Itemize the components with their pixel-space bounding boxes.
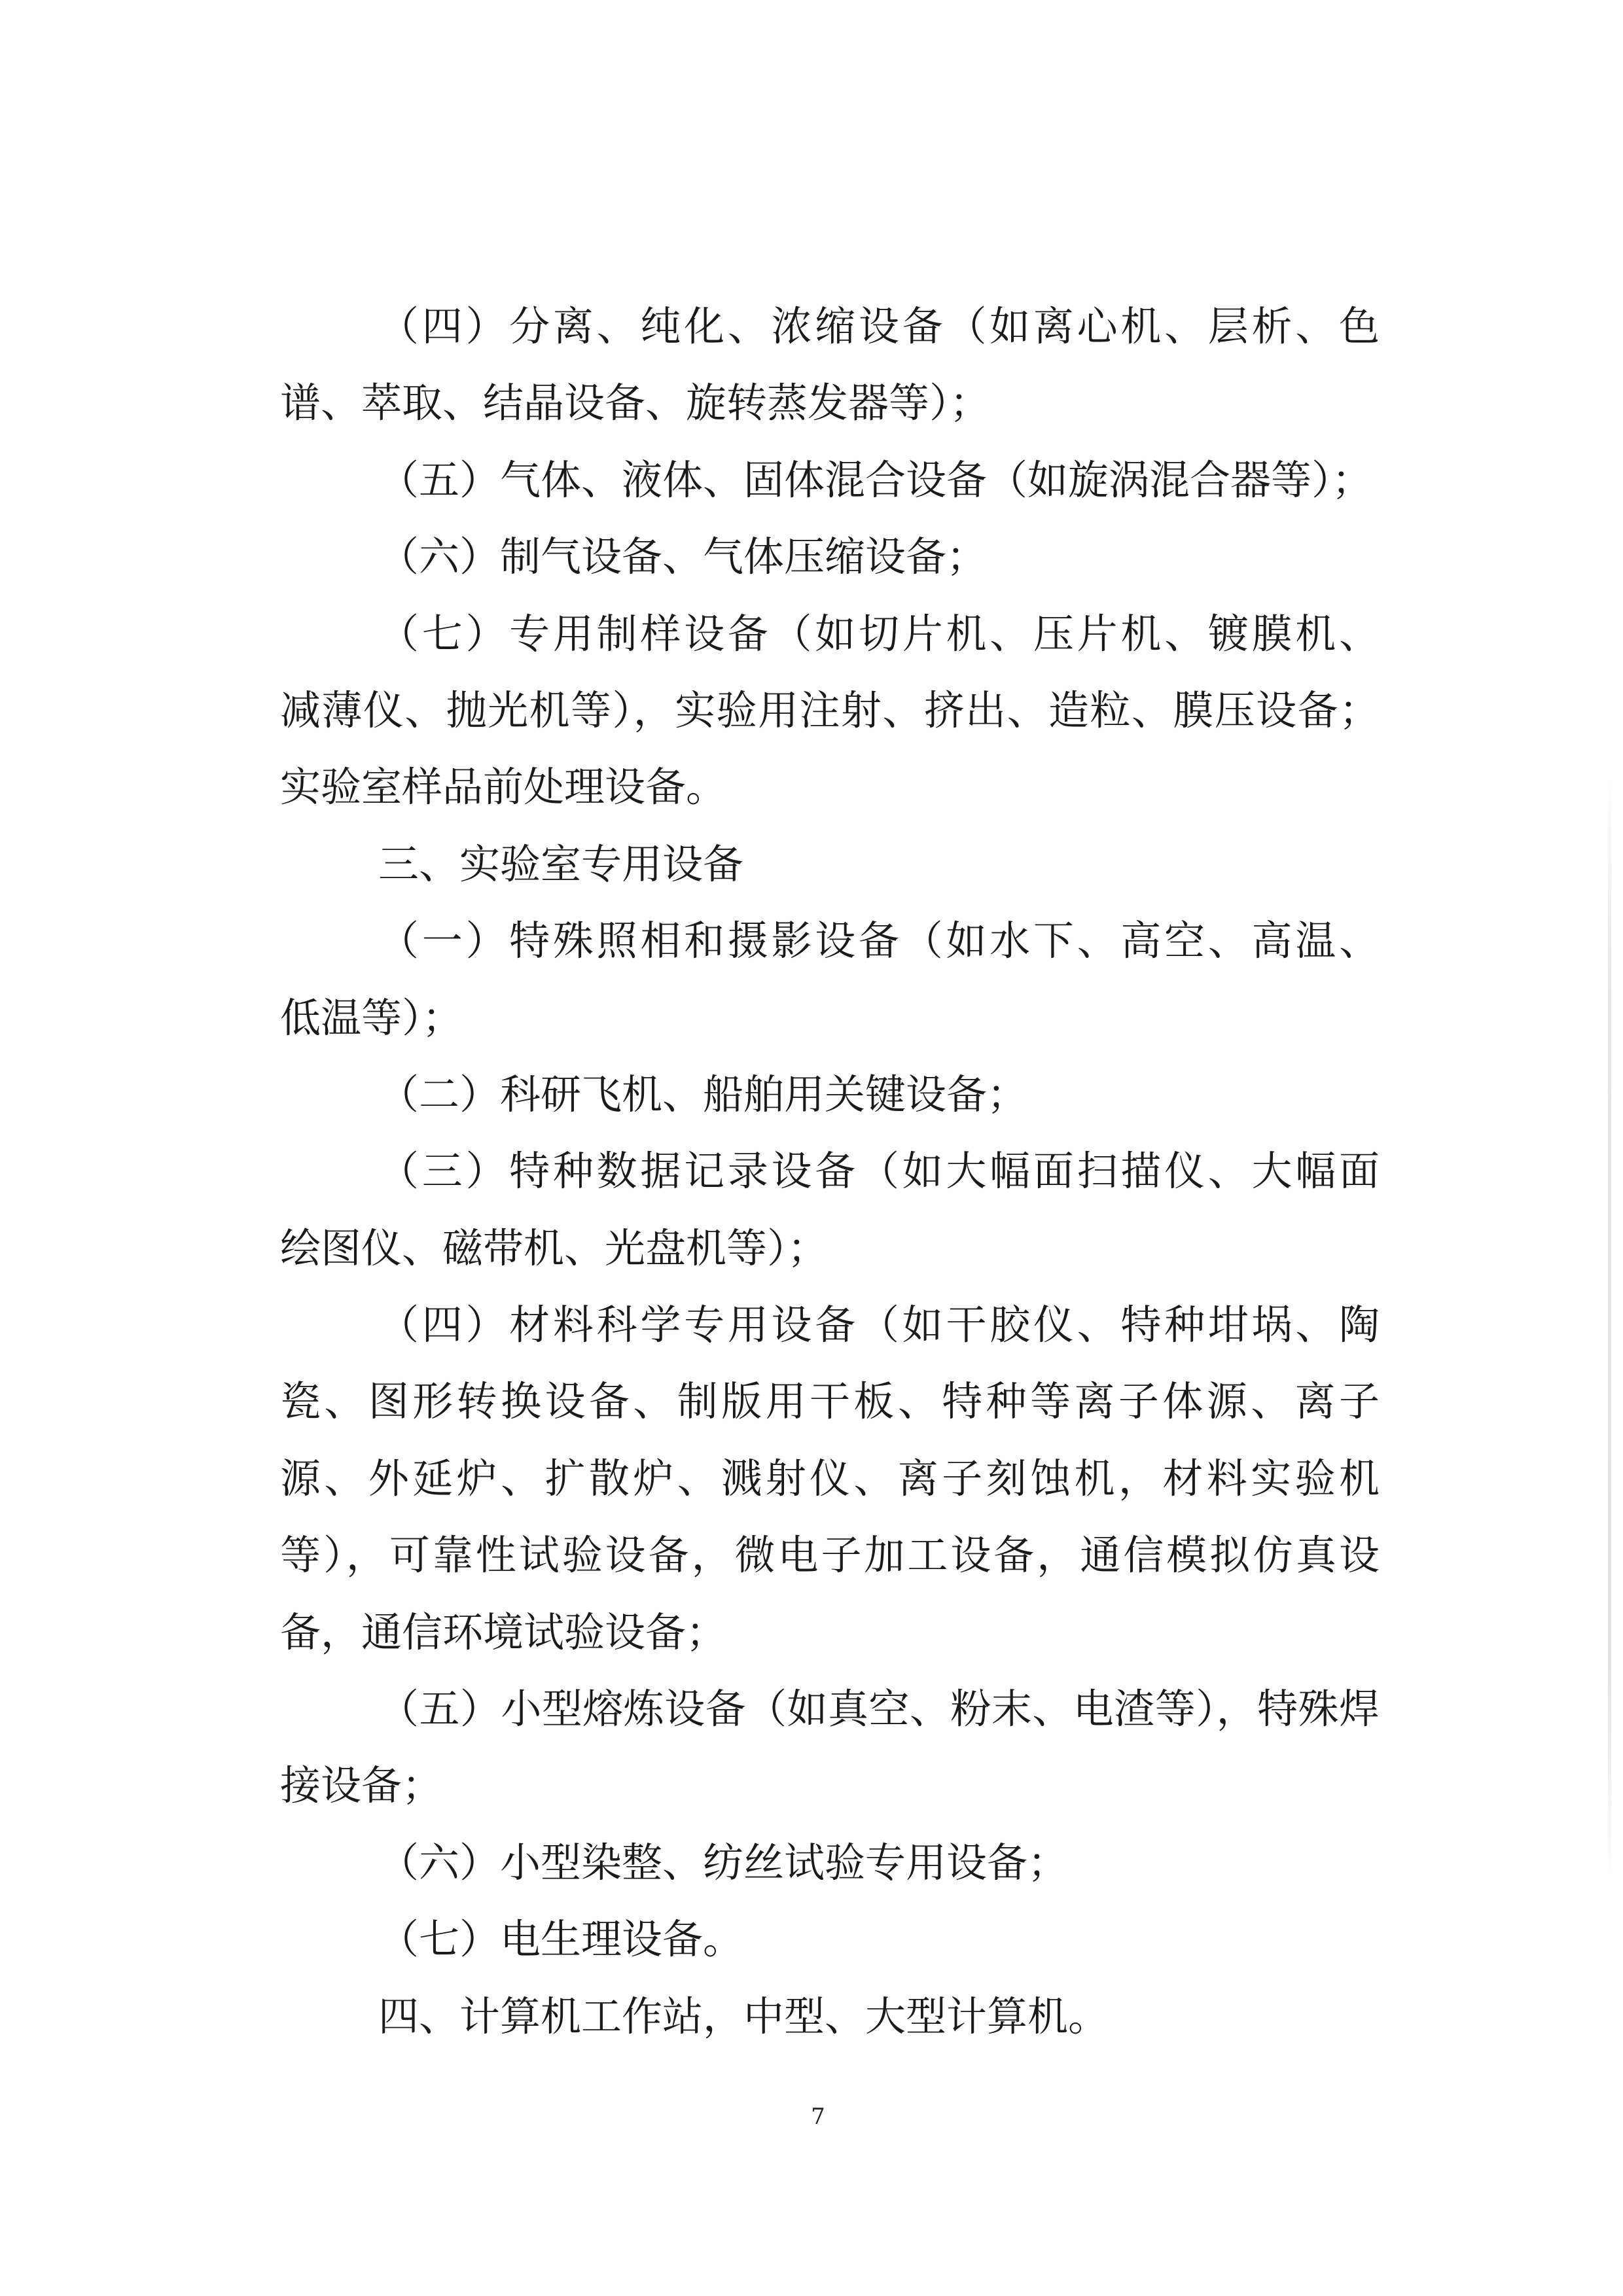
line-text: （六）小型染整、纺丝试验专用设备； xyxy=(378,1838,1069,1886)
line-text: （七）电生理设备。 xyxy=(378,1915,744,1964)
line-text: 低温等）； xyxy=(280,993,463,1042)
line-text: （四）分离、纯化、浓缩设备（如离心机、层析、色 xyxy=(378,302,1380,350)
paragraph-line xyxy=(280,1286,1380,1363)
paragraph-line xyxy=(280,595,1380,672)
line-text: （六）制气设备、气体压缩设备； xyxy=(378,533,988,581)
paragraph-line xyxy=(280,442,1380,518)
paragraph-line xyxy=(280,1670,1380,1747)
paragraph-line xyxy=(280,1440,1380,1517)
line-text: （七）专用制样设备（如切片机、压片机、镀膜机、 xyxy=(378,609,1380,658)
paragraph-line xyxy=(280,1133,1380,1209)
page-number: 7 xyxy=(811,2104,825,2130)
line-text: 瓷、图形转换设备、制版用干板、特种等离子体源、离子 xyxy=(280,1377,1380,1426)
line-text: （三）特种数据记录设备（如大幅面扫描仪、大幅面 xyxy=(378,1147,1380,1195)
line-text: （二）科研飞机、船舶用关键设备； xyxy=(378,1070,1028,1118)
scan-edge-shadow xyxy=(1608,772,1611,1884)
line-text: 四、计算机工作站，中型、大型计算机。 xyxy=(378,1992,1109,2040)
paragraph-line xyxy=(280,1210,1380,1286)
paragraph-line xyxy=(280,980,1380,1056)
paragraph-line xyxy=(280,1901,1380,1977)
paragraph-line xyxy=(280,749,1380,825)
paragraph-line xyxy=(280,672,1380,749)
line-text: 三、实验室专用设备 xyxy=(378,839,744,888)
paragraph-line xyxy=(280,1747,1380,1824)
paragraph-line xyxy=(280,1594,1380,1670)
section-heading xyxy=(280,1978,1380,2055)
section-heading xyxy=(280,826,1380,902)
line-text: 备，通信环境试验设备； xyxy=(280,1608,727,1656)
line-text: 等），可靠性试验设备，微电子加工设备，通信模拟仿真设 xyxy=(280,1531,1380,1580)
line-text: （五）气体、液体、固体混合设备（如旋涡混合器等）； xyxy=(378,455,1373,504)
paragraph-line xyxy=(280,364,1380,441)
line-text: 接设备； xyxy=(280,1761,443,1810)
paragraph-line xyxy=(280,1363,1380,1439)
line-text: 实验室样品前处理设备。 xyxy=(280,763,727,811)
paragraph-line xyxy=(280,518,1380,595)
line-text: （五）小型熔炼设备（如真空、粉末、电渣等），特殊焊 xyxy=(378,1685,1380,1733)
line-text: 减薄仪、抛光机等），实验用注射、挤出、造粒、膜压设备； xyxy=(280,686,1380,734)
paragraph-line xyxy=(280,1517,1380,1593)
paragraph-line xyxy=(280,902,1380,979)
document-body xyxy=(280,288,1380,2055)
line-text: 绘图仪、磁带机、光盘机等）； xyxy=(280,1224,829,1272)
line-text: 谱、萃取、结晶设备、旋转蒸发器等）； xyxy=(280,379,991,427)
paragraph-line xyxy=(280,1824,1380,1901)
paragraph-line xyxy=(280,1056,1380,1133)
line-text: 源、外延炉、扩散炉、溅射仪、离子刻蚀机，材料实验机 xyxy=(280,1454,1380,1502)
line-text: （一）特殊照相和摄影设备（如水下、高空、高温、 xyxy=(378,917,1380,965)
line-text: （四）材料科学专用设备（如干胶仪、特种坩埚、陶 xyxy=(378,1301,1380,1349)
paragraph-line xyxy=(280,288,1380,364)
